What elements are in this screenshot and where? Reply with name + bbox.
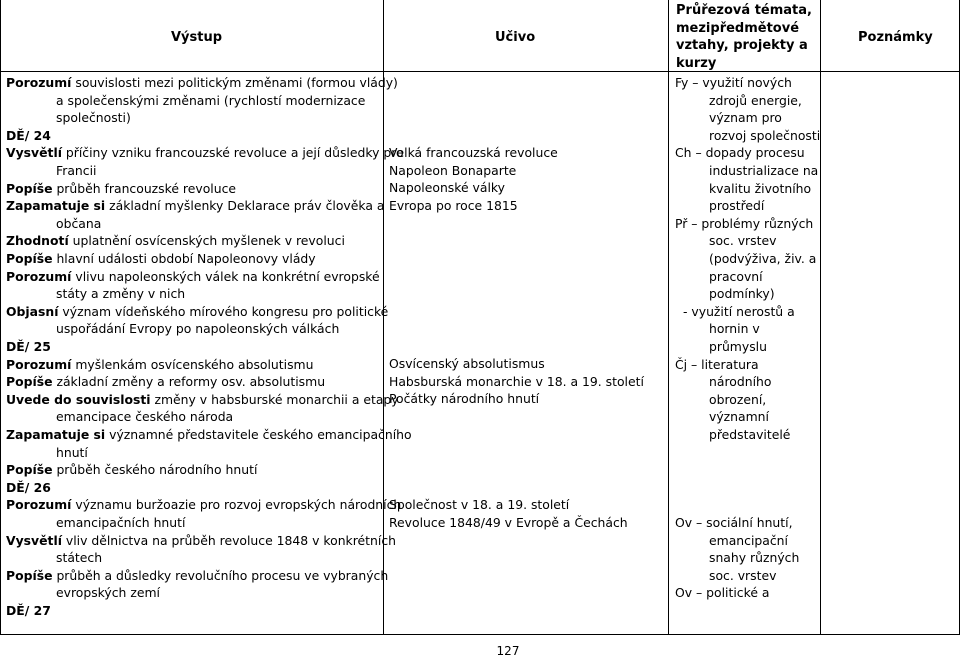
ucivo-item: Společnost v 18. a 19. století xyxy=(389,497,570,512)
header-ucivo: Učivo xyxy=(495,30,536,45)
prurezova-line: snahy různých xyxy=(709,550,800,566)
vystup-text: občana xyxy=(56,215,102,231)
prurezova-line: obrození, xyxy=(709,391,767,407)
vystup-line xyxy=(6,461,257,479)
vystup-line xyxy=(6,92,365,110)
vystup-keyword: Uvede do souvislosti xyxy=(6,391,151,407)
vystup-line xyxy=(6,391,399,409)
vystup-keyword: Popíše xyxy=(6,251,53,266)
header-prurezova-temata xyxy=(676,2,812,72)
prurezova-line: soc. vrstev xyxy=(709,233,777,249)
vystup-text: změny v habsburské monarchii a etapy xyxy=(150,391,399,407)
prurezova-line: představitelé xyxy=(709,427,791,442)
header-prurezova-line: mezipředmětové xyxy=(676,20,800,36)
vystup-line xyxy=(6,479,51,497)
ucivo-item: Revoluce 1848/49 v Evropě a Čechách xyxy=(389,514,628,530)
prurezova-line: národního xyxy=(709,374,772,390)
ucivo-item: Napoleonské války xyxy=(389,180,505,196)
vystup-line xyxy=(6,549,102,567)
vystup-keyword: Zhodnotí xyxy=(6,233,69,249)
page-number: 127 xyxy=(496,644,520,658)
header-poznamky: Poznámky xyxy=(858,30,933,45)
vystup-line xyxy=(6,285,185,303)
vystup-text: a společenskými změnami (rychlostí modernizace xyxy=(56,92,366,108)
vystup-line xyxy=(6,444,88,462)
prurezova-line: podmínky) xyxy=(709,286,775,302)
vystup-line xyxy=(6,232,345,250)
vystup-line xyxy=(6,74,398,92)
prurezova-line: - využití nerostů a xyxy=(683,303,795,319)
vystup-line xyxy=(6,532,396,550)
prurezova-line: Fy – využití nových xyxy=(675,75,792,90)
vystup-text: průběh českého národního hnutí xyxy=(52,462,258,478)
prurezova-line: významní xyxy=(709,409,769,425)
vystup-line xyxy=(6,356,313,374)
prurezova-line: hornin v xyxy=(709,321,760,337)
vystup-text: průběh a důsledky revolučního procesu ve vybraných xyxy=(52,567,389,583)
ucivo-item: Počátky národního hnutí xyxy=(389,391,540,407)
prurezova-line: zdrojů energie, xyxy=(709,92,802,108)
ucivo-item: Velká francouzská revoluce xyxy=(389,145,558,160)
vystup-keyword: Popíše xyxy=(6,180,53,196)
vystup-line xyxy=(6,567,388,585)
ucivo-item: Osvícenský absolutismus xyxy=(389,356,545,371)
vystup-line xyxy=(6,408,233,426)
ucivo-item: Evropa po roce 1815 xyxy=(389,197,518,213)
vystup-text: společnosti) xyxy=(56,110,131,126)
vystup-line xyxy=(6,144,404,162)
vystup-text: vliv dělnictva na průběh revoluce 1848 v konkrétních xyxy=(61,532,396,548)
vystup-keyword: Objasní xyxy=(6,303,59,319)
prurezova-line: industrializace na xyxy=(709,163,819,178)
vystup-text: uplatnění osvícenských myšlenek v revoluci xyxy=(68,233,345,249)
vystup-line xyxy=(6,496,401,514)
vystup-keyword: Zapamatuje si xyxy=(6,427,106,442)
prurezova-line: Ov – politické a xyxy=(675,585,770,601)
vystup-text: státy a změny v nich xyxy=(56,286,186,302)
vystup-keyword: Porozumí xyxy=(6,268,72,284)
prurezova-line: Ov – sociální hnutí, xyxy=(675,515,793,530)
vystup-line xyxy=(6,162,96,180)
vystup-line xyxy=(6,303,388,321)
vystup-text: průběh francouzské revoluce xyxy=(52,180,237,196)
column-divider xyxy=(668,0,669,635)
table-border-left xyxy=(0,0,1,635)
prurezova-line: rozvoj společnosti xyxy=(709,127,821,143)
vystup-keyword: Popíše xyxy=(6,462,53,478)
vystup-line xyxy=(6,338,51,356)
vystup-text: základní myšlenky Deklarace práv člověka a xyxy=(105,198,385,214)
vystup-line xyxy=(6,268,380,286)
vystup-line xyxy=(6,180,236,198)
vystup-text: státech xyxy=(56,550,103,566)
vystup-keyword: DĚ/ 25 xyxy=(6,339,51,354)
prurezova-line: pracovní xyxy=(709,268,763,284)
vystup-text: význam vídeňského mírového kongresu pro politické xyxy=(58,303,389,319)
vystup-line xyxy=(6,197,384,215)
vystup-text: hlavní události období Napoleonovy vlády xyxy=(52,251,316,266)
vystup-line xyxy=(6,250,316,268)
prurezova-line: emancipační xyxy=(709,532,788,548)
vystup-text: emancipačních hnutí xyxy=(56,515,186,530)
prurezova-line: (podvýživa, živ. a xyxy=(709,251,817,266)
vystup-text: uspořádání Evropy po napoleonských válkách xyxy=(56,321,340,337)
ucivo-item: Habsburská monarchie v 18. a 19. století xyxy=(389,373,644,389)
ucivo-item: Napoleon Bonaparte xyxy=(389,162,517,178)
vystup-text: souvislosti mezi politickým změnami (formou vlády) xyxy=(71,75,398,90)
header-prurezova-line: Průřezová témata, xyxy=(676,3,812,18)
prurezova-line: Př – problémy různých xyxy=(675,215,814,231)
vystup-text: hnutí xyxy=(56,444,88,460)
table-border-bottom xyxy=(0,634,960,635)
vystup-line xyxy=(6,514,185,532)
vystup-text: významné představitele českého emancipačního xyxy=(105,427,412,442)
vystup-text: významu buržoazie pro rozvoj evropských národních xyxy=(71,497,402,513)
vystup-keyword: Popíše xyxy=(6,567,53,583)
vystup-line xyxy=(6,320,339,338)
vystup-text: Francii xyxy=(56,163,97,178)
vystup-keyword: Porozumí xyxy=(6,75,72,90)
vystup-line xyxy=(6,373,325,391)
vystup-keyword: DĚ/ 24 xyxy=(6,127,51,143)
vystup-line xyxy=(6,127,51,145)
header-vystup: Výstup xyxy=(171,30,223,45)
prurezova-line: soc. vrstev xyxy=(709,567,777,583)
vystup-keyword: DĚ/ 26 xyxy=(6,479,51,495)
vystup-keyword: Popíše xyxy=(6,374,53,390)
vystup-text: emancipace českého národa xyxy=(56,409,234,425)
vystup-keyword: Porozumí xyxy=(6,497,72,513)
vystup-keyword: Vysvětlí xyxy=(6,145,62,161)
prurezova-line: význam pro xyxy=(709,110,782,126)
vystup-text: příčiny vzniku francouzské revoluce a její důsledky pro xyxy=(61,145,404,161)
vystup-text: základní změny a reformy osv. absolutismu xyxy=(52,374,326,390)
vystup-keyword: Porozumí xyxy=(6,356,72,372)
prurezova-line: Čj – literatura xyxy=(675,356,759,372)
vystup-text: evropských zemí xyxy=(56,585,160,601)
vystup-line xyxy=(6,584,160,602)
vystup-keyword: Zapamatuje si xyxy=(6,198,106,214)
vystup-keyword: DĚ/ 27 xyxy=(6,603,51,618)
header-divider xyxy=(0,71,960,72)
vystup-line xyxy=(6,215,101,233)
vystup-text: vlivu napoleonských válek na konkrétní evropské xyxy=(71,268,380,284)
vystup-line xyxy=(6,426,412,444)
prurezova-line: kvalitu životního xyxy=(709,180,812,196)
vystup-keyword: Vysvětlí xyxy=(6,532,62,548)
header-prurezova-line: kurzy xyxy=(676,55,717,71)
vystup-line xyxy=(6,602,51,620)
header-prurezova-line: vztahy, projekty a xyxy=(676,38,808,53)
prurezova-line: prostředí xyxy=(709,198,765,214)
vystup-text: myšlenkám osvícenského absolutismu xyxy=(71,356,314,372)
prurezova-line: průmyslu xyxy=(709,339,767,354)
prurezova-line: Ch – dopady procesu xyxy=(675,145,805,161)
vystup-line xyxy=(6,109,131,127)
column-divider xyxy=(820,0,821,635)
